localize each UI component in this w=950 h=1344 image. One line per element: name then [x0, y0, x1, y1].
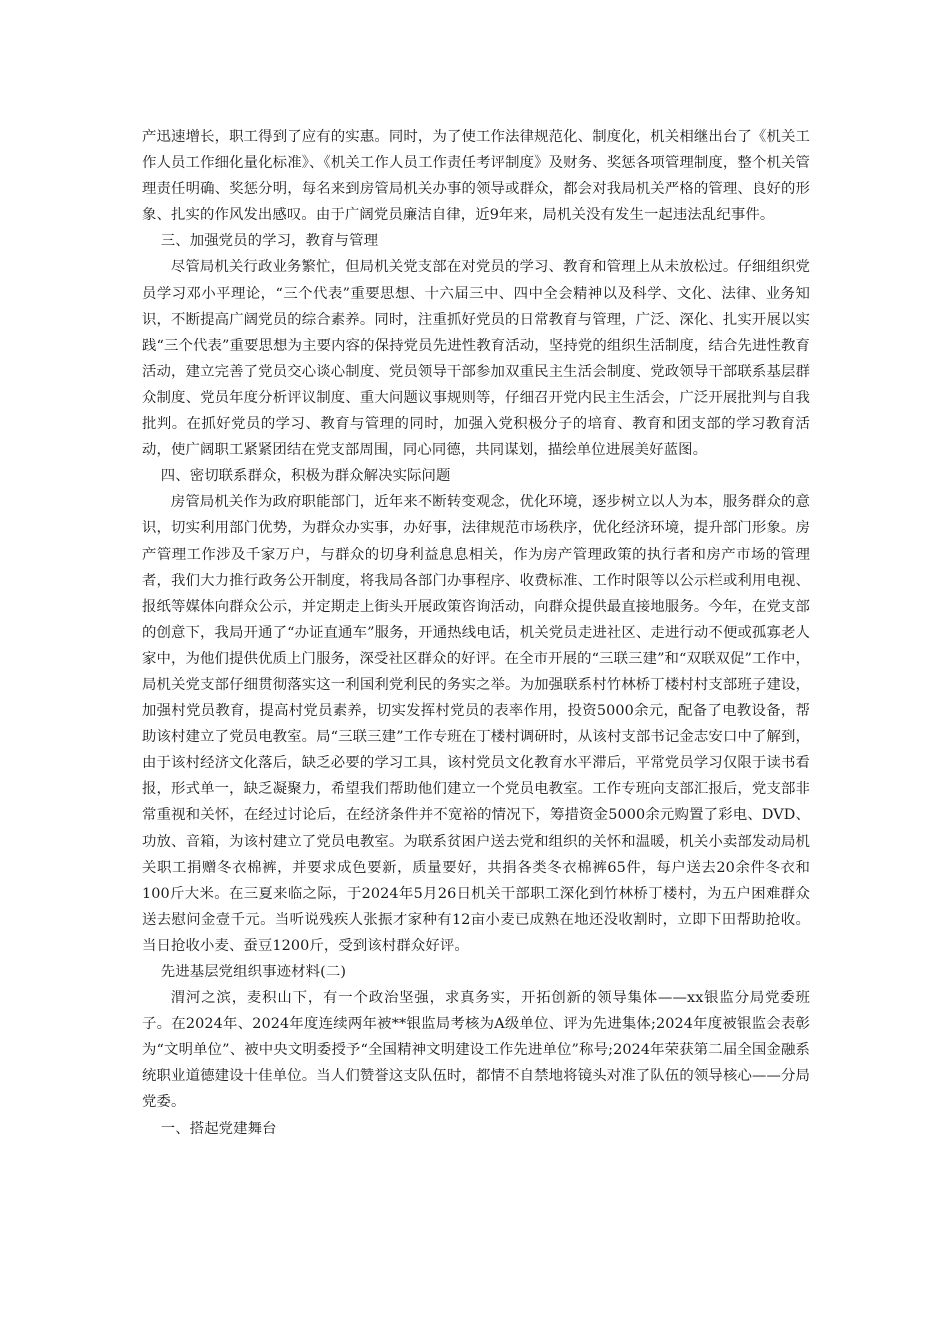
section-heading-3: 三、加强党员的学习，教育与管理 [160, 233, 379, 250]
paragraph-intro-continuation: 产迅速增长，职工得到了应有的实惠。同时，为了使工作法律规范化、制度化，机关相继出台了《机关工作人员工作细化量化标准》、《机关工作人员工作责任考评制度》及财务、奖惩各项管理制度，整个机关管理责任明确、奖惩分明，每名来到房管局机关办事的领导或群众，都会对我局机关严格的管理、良好的形象、扎实的作风发出感叹。由于广阔党员廉洁自律，近9年来，局机关没有发生一起违法乱纪事件。 [142, 129, 810, 224]
document-page [142, 124, 810, 1142]
article-title-2: 先进基层党组织事迹材料(二) [160, 964, 347, 980]
paragraph-serve-masses: 房管局机关作为政府职能部门，近年来不断转变观念，优化环境，逐步树立以人为本，服务群众的意识，切实利用部门优势，为群众办实事，办好事，法律规范市场秩序，优化经济环境，提升部门形象。房产管理工作涉及千家万户，与群众的切身利益息息相关，作为房产管理政策的执行者和房产市场的管理者，我们大力推行政务公开制度，将我局各部门办事程序、收费标准、工作时限等以公示栏或利用电视、报纸等媒体向群众公示，并定期走上街头开展政策咨询活动，向群众提供最直接地服务。今年，在党支部的创意下，我局开通了“办证直通车”服务，开通热线电话，机关党员走进社区、走进行动不便或孤寡老人家中，为他们提供优质上门服务，深受社区群众的好评。在全市开展的“三联三建”和“双联双促”工作中，局机关党支部仔细贯彻落实这一利国利党利民的务实之举。为加强联系村竹林桥丁楼村村支部班子建设，加强村党员教育，提高村党员素养，切实发挥村党员的表率作用，投资5000余元，配备了电教设备，帮助该村建立了党员电教室。局“三联三建”工作专班在丁楼村调研时，从该村支部书记金志安口中了解到，由于该村经济文化落后，缺乏必要的学习工具，该村党员文化教育水平滞后，平常党员学习仅限于读书看报，形式单一，缺乏凝聚力，希望我们帮助他们建立一个党员电教室。工作专班向支部汇报后，党支部非常重视和关怀，在经过讨论后，在经济条件并不宽裕的情况下，筹措资金5000余元购置了彩电、DVD、功放、音箱，为该村建立了党员电教室。为联系贫困户送去党和组织的关怀和温暖，机关小卖部发动局机关职工捐赠冬衣棉裤，并要求成色要新，质量要好，共捐各类冬衣棉裤65件，每户送去20余件冬衣和100斤大米。在三夏来临之际，于2024年5月26日机关干部职工深化到竹林桥丁楼村，为五户困难群众送去慰问金壹千元。当听说残疾人张振才家种有12亩小麦已成熟在地还没收割时，立即下田帮助抢收。当日抢收小麦、蚕豆1200斤，受到该村群众好评。 [142, 494, 810, 954]
section-heading-1: 一、搭起党建舞台 [160, 1120, 277, 1137]
section-heading-4: 四、密切联系群众，积极为群众解决实际问题 [160, 468, 451, 485]
paragraph-bank-committee: 渭河之滨，麦积山下，有一个政治坚强，求真务实，开拓创新的领导集体——xx银监分局党委班子。在2024年、2024年度连续两年被**银监局考核为A级单位、评为先进集体;2024年度被银监会表彰为“文明单位”、被中央文明委授予“全国精神文明建设工作先进单位”称号;2024年荣获第二届全国金融系统职业道德建设十佳单位。当人们赞誉这支队伍时，都情不自禁地将镜头对准了队伍的领导核心——分局党委。 [142, 990, 810, 1111]
paragraph-party-education: 尽管局机关行政业务繁忙，但局机关党支部在对党员的学习、教育和管理上从未放松过。仔细组织党员学习邓小平理论，“三个代表”重要思想、十六届三中、四中全会精神以及科学、文化、法律、业务知识，不断提高广阔党员的综合素养。同时，注重抓好党员的日常教育与管理，广泛、深化、扎实开展以实践“三个代表”重要思想为主要内容的保持党员先进性教育活动，坚持党的组织生活制度，结合先进性教育活动，建立完善了党员交心谈心制度、党员领导干部参加双重民主生活会制度、党政领导干部联系基层群众制度、党员年度分析评议制度、重大问题议事规则等，仔细召开党内民主生活会，广泛开展批判与自我批判。在抓好党员的学习、教育与管理的同时，加强入党积极分子的培育、教育和团支部的学习教育活动，使广阔职工紧紧团结在党支部周围，同心同德，共同谋划，描绘单位进展美好蓝图。 [142, 259, 810, 459]
